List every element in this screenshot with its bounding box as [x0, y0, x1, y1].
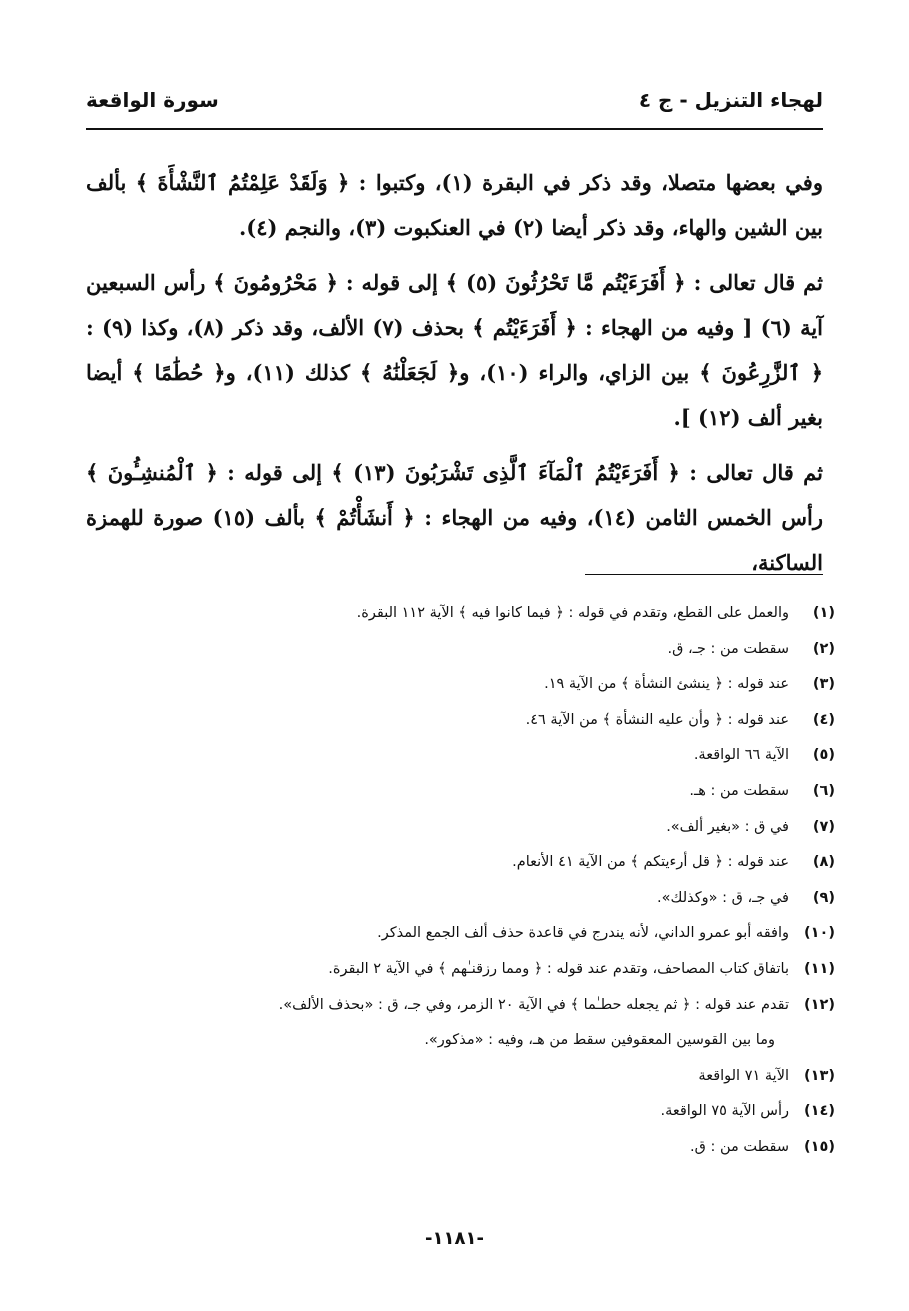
footnote-text: عند قوله : ﴿ وأن عليه النشأة ﴾ من الآية ٤٦. — [525, 711, 789, 728]
footnote-number: (٢) — [812, 640, 835, 657]
footnote-1 — [100, 596, 835, 632]
header-rule — [86, 128, 823, 130]
footnote-number: (١٠) — [804, 925, 835, 942]
footnote-7 — [100, 810, 835, 846]
footnote-3 — [100, 667, 835, 703]
footnote-number: (٦) — [812, 782, 835, 799]
footnote-text: رأس الآية ٧٥ الواقعة. — [660, 1103, 789, 1120]
footnote-number: (٧) — [812, 818, 835, 835]
footnote-11 — [100, 952, 835, 988]
footnotes — [100, 596, 835, 1166]
footnote-number: (١٢) — [804, 996, 835, 1013]
footnote-text: تقدم عند قوله : ﴿ ثم يجعله حطـٰما ﴾ في الآية ٢٠ الزمر، وفي جـ، ق : «بحذف الألف». — [278, 996, 789, 1013]
footnote-13 — [100, 1059, 835, 1095]
footnote-4 — [100, 703, 835, 739]
footnote-number: (٣) — [812, 676, 835, 693]
page-number: -١١٨١- — [425, 1228, 484, 1249]
footnote-text: باتفاق كتاب المصاحف، وتقدم عند قوله : ﴿ ومما رزقنـٰهم ﴾ في الآية ٢ البقرة. — [328, 960, 789, 977]
footnote-number: (١٣) — [804, 1067, 835, 1084]
footnote-text: في ق : «بغير ألف». — [666, 818, 789, 835]
surah-title: سورة الواقعة — [86, 88, 219, 112]
paragraph-2: ثم قال تعالى : ﴿ أَفَرَءَيْتُم مَّا تَحْرُثُونَ (٥) ﴾ إلى قوله : ﴿ مَحْرُومُونَ ﴾ رأس السبعين آية (٦) [ وفيه من الهجاء : ﴿ أَفَرَءَيْتُم ﴾ بحذف (٧) الألف، وقد ذكر (٨)، وكذا (٩) : ﴿ ٱلزَّٰرِعُونَ ﴾ بين الزاي، والراء (١٠)، و﴿ لَجَعَلْنَٰهُ ﴾ كذلك (١١)، و﴿ حُطَٰمًا ﴾ أيضا بغير ألف (١٢) ]. — [86, 270, 824, 430]
footnote-text: عند قوله : ﴿ ينشئ النشأة ﴾ من الآية ١٩. — [544, 676, 789, 693]
footnote-number: (٤) — [812, 711, 835, 728]
footnote-text: الآية ٦٦ الواقعة. — [693, 747, 789, 764]
footnote-text: عند قوله : ﴿ قل أرءيتكم ﴾ من الآية ٤١ الأنعام. — [512, 854, 789, 871]
book-title: لهجاء التنزيل - ج ٤ — [638, 88, 823, 112]
footnote-12 — [100, 988, 835, 1024]
footnote-14 — [100, 1094, 835, 1130]
footnote-text: في جـ، ق : «وكذلك». — [657, 889, 789, 906]
footnote-number: (١٤) — [804, 1103, 835, 1120]
footnote-2 — [100, 632, 835, 668]
footnote-number: (٨) — [812, 854, 835, 871]
footnote-text: سقطت من : ق. — [690, 1138, 789, 1155]
footnote-10 — [100, 916, 835, 952]
footnote-text: وافقه أبو عمرو الداني، لأنه يندرج في قاعدة حذف ألف الجمع المذكر. — [377, 925, 789, 942]
footnote-number: (١٥) — [804, 1138, 835, 1155]
footnote-number: (١١) — [804, 960, 835, 977]
footnote-text: والعمل على القطع، وتقدم في قوله : ﴿ فيما كانوا فيه ﴾ الآية ١١٢ البقرة. — [356, 605, 789, 621]
footnote-text: سقطت من : جـ، ق. — [667, 640, 789, 657]
footnote-8 — [100, 845, 835, 881]
footnote-number: (٥) — [812, 747, 835, 764]
footnote-6 — [100, 774, 835, 810]
paragraph-1: وفي بعضها متصلا، وقد ذكر في البقرة (١)، وكتبوا : ﴿ وَلَقَدْ عَلِمْتُمُ ٱلنَّشْأَةَ ﴾ بألف بين الشين والهاء، وقد ذكر أيضا (٢) في العنكبوت (٣)، والنجم (٤). — [86, 170, 823, 240]
paragraph-3: ثم قال تعالى : ﴿ أَفَرَءَيْتُمُ ٱلْمَآءَ ٱلَّذِى تَشْرَبُونَ (١٣) ﴾ إلى قوله : ﴿ ٱلْمُنشِـُٔونَ ﴾ رأس الخمس الثامن (١٤)، وفيه من الهجاء : ﴿ أَنشَأْتُمْ ﴾ بألف (١٥) صورة للهمزة الساكنة، — [86, 460, 823, 575]
footnote-number: (٩) — [812, 889, 835, 906]
footnote-separator — [585, 574, 823, 575]
footnote-15 — [100, 1130, 835, 1166]
footnote-5 — [100, 738, 835, 774]
footnote-text: الآية ٧١ الواقعة — [698, 1067, 789, 1084]
main-text — [86, 160, 823, 595]
footnote-number: (١) — [812, 605, 835, 621]
footnote-9 — [100, 881, 835, 917]
running-header — [86, 88, 823, 128]
footnote-12-continuation: وما بين القوسين المعقوفين سقط من هـ، وفيه : «مذكور». — [424, 1032, 775, 1049]
footnote-text: سقطت من : هـ. — [689, 782, 789, 799]
